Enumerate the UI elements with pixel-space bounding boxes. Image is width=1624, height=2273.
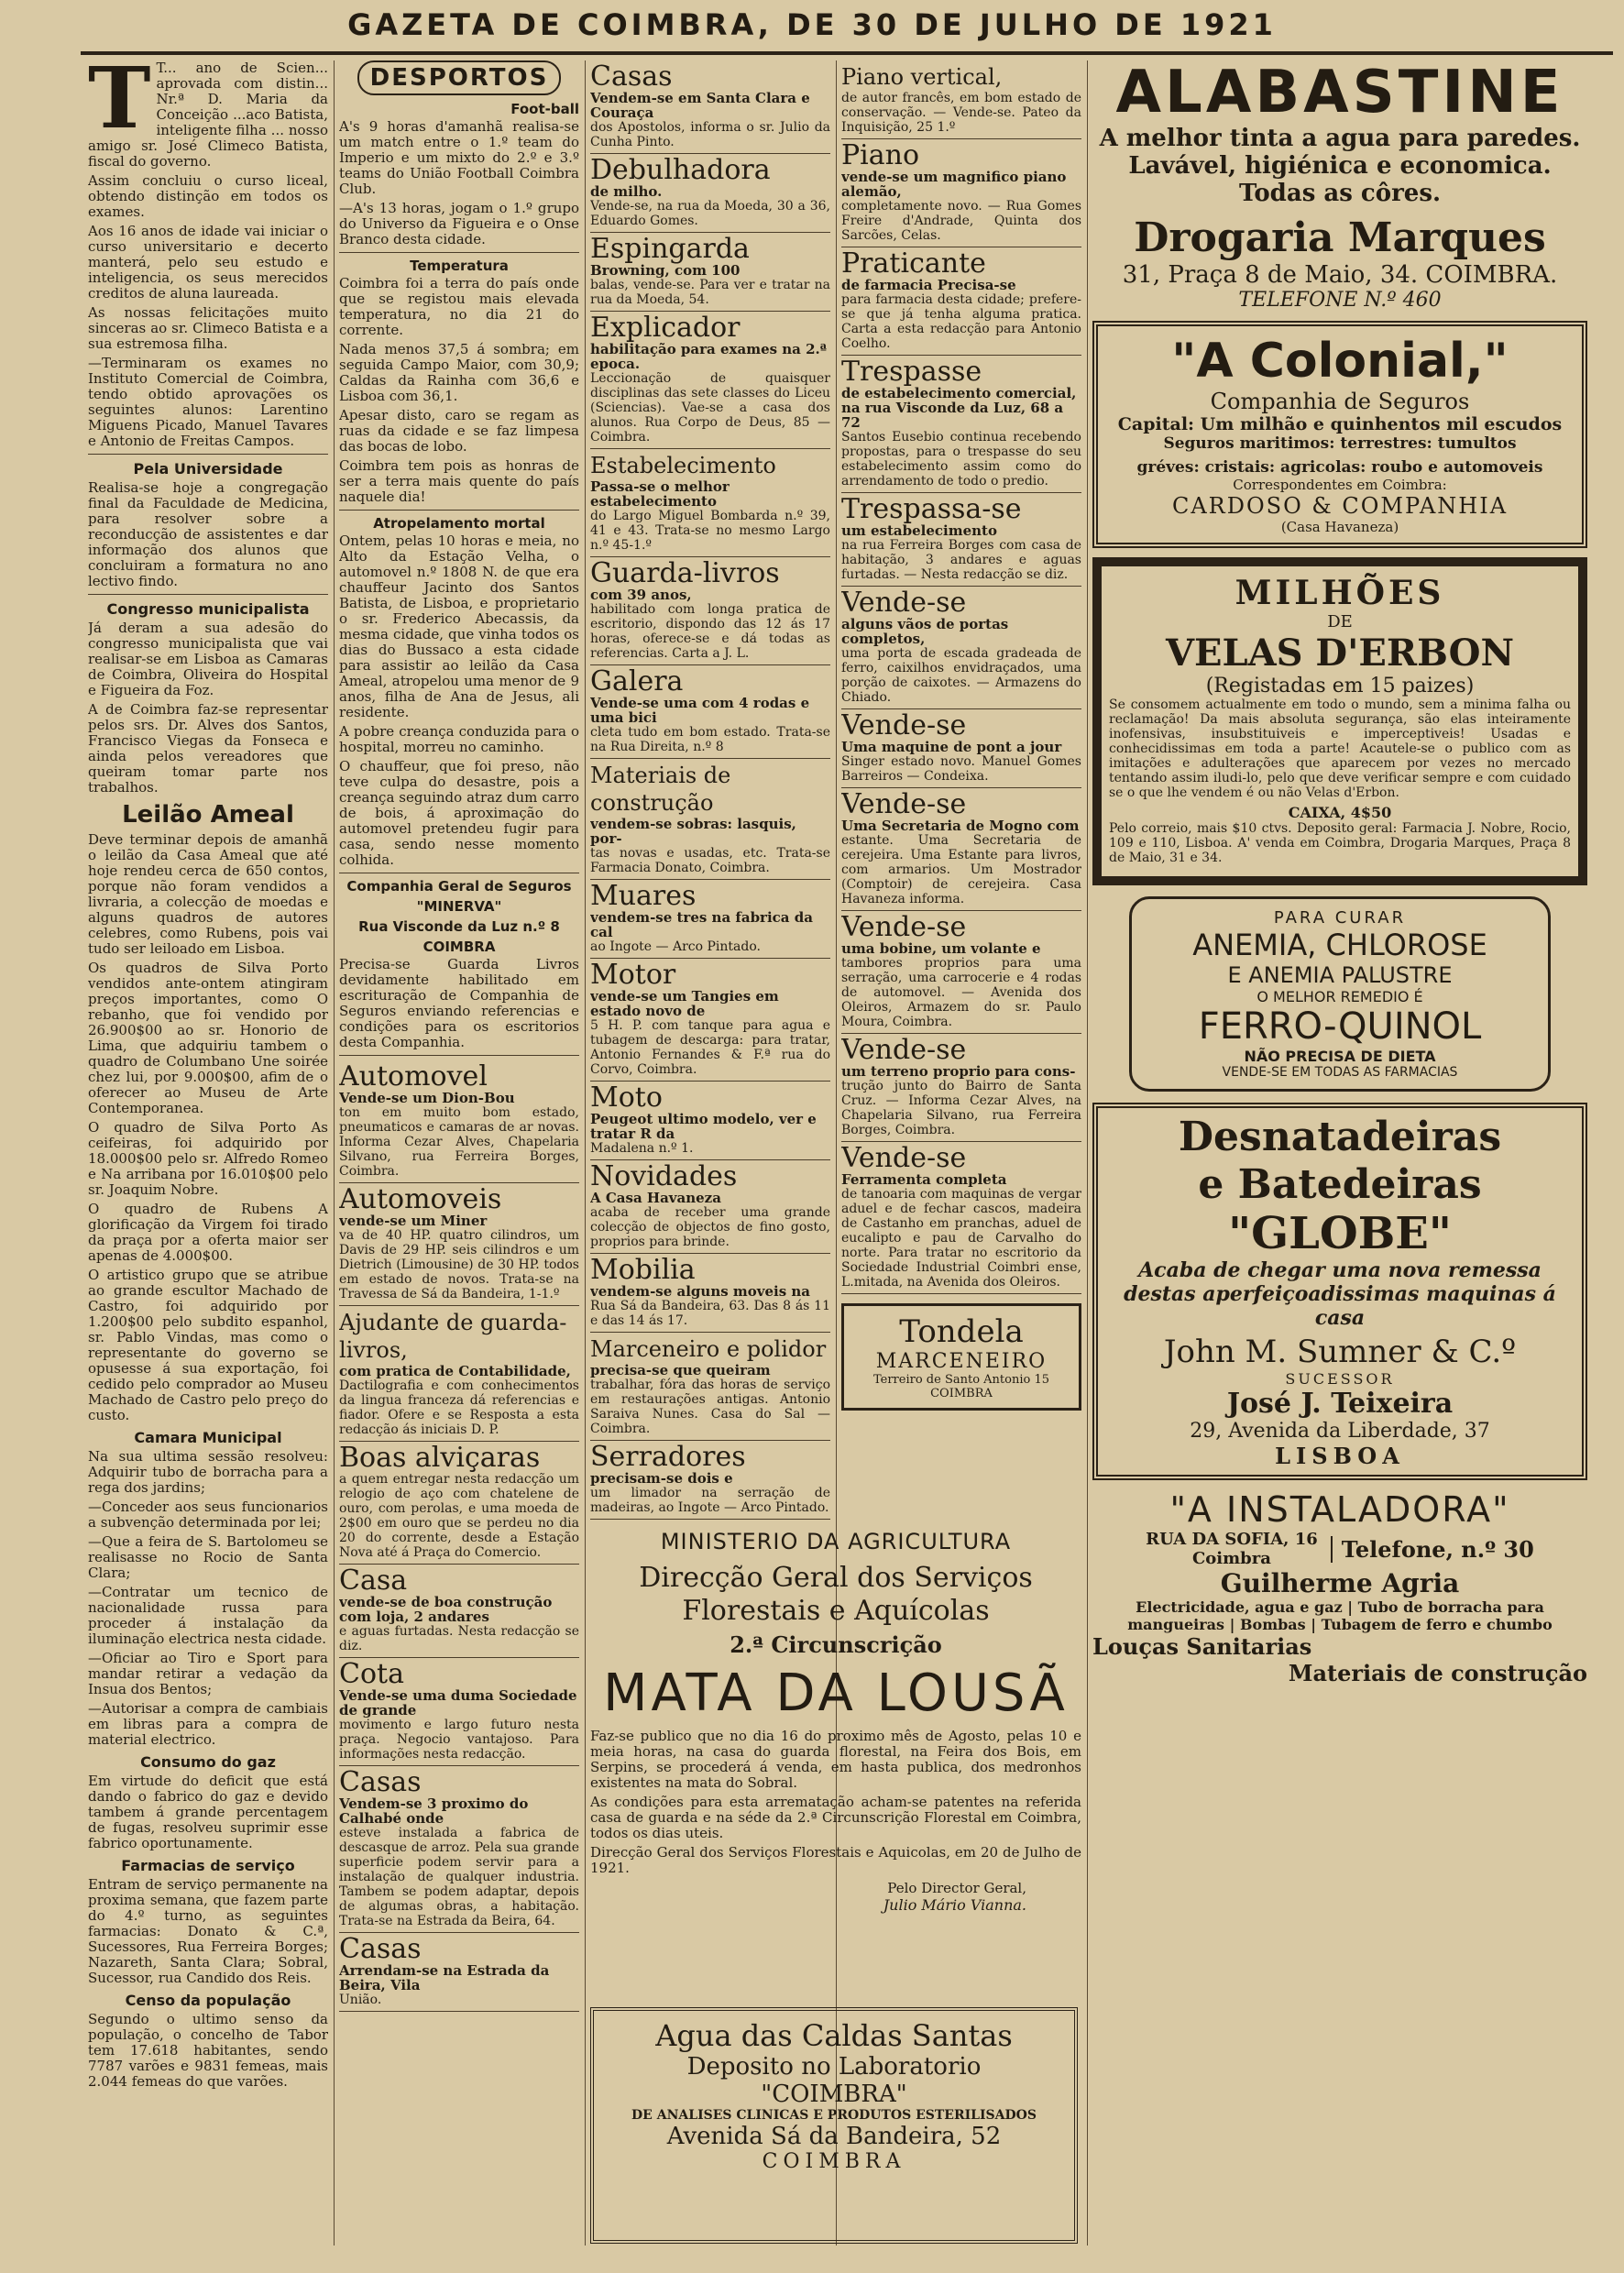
ministerio-title: MINISTERIO DA AGRICULTURA bbox=[660, 1529, 1012, 1554]
drop-cap: T bbox=[88, 60, 151, 148]
ad-subtitle: vende-se um magnifico piano alemão, bbox=[841, 169, 1067, 200]
paragraph: —Oficiar ao Tiro e Sport para mandar retirar a vedação da Insua dos Bentos; bbox=[88, 1650, 328, 1697]
ad-body: habilitado com longa pratica de escritorio, dispondo das 12 ás 17 horas, oferece-se e dá todas as referencias. Carta a J. L. bbox=[590, 602, 830, 661]
paragraph: —Terminaram os exames no Instituto Comercial de Coimbra, tendo obtido aprovações os seguintes alunos: Larentino Miguens Picado, Manuel Tavares e Antonio de Freitas Campos. bbox=[88, 355, 328, 449]
ad-body: completamente novo. — Rua Gomes Freire d'Andrade, Quinta dos Sarcões, Celas. bbox=[841, 199, 1081, 243]
ad-keyword: Casas bbox=[339, 1933, 422, 1965]
ad-keyword: Casas bbox=[339, 1766, 422, 1798]
paragraph: O chauffeur, que foi preso, não teve culpa do desastre, pois a creança seguindo atraz dum carro de bois, á aproximação do automovel pretendeu fugir para casa, sendo nesse momento colhida. bbox=[339, 758, 579, 868]
classified-ads bbox=[339, 1060, 579, 2012]
classified-ad bbox=[590, 1333, 830, 1441]
alabastine-line3: Todas as côres. bbox=[1238, 180, 1442, 207]
classified-ad bbox=[339, 1442, 579, 1565]
ad-subtitle: Passa-se o melhor estabelecimento bbox=[590, 478, 730, 510]
drogaria-telefone: TELEFONE N.º 460 bbox=[1238, 289, 1442, 312]
ministerio-sign2: Julio Mário Vianna. bbox=[883, 1896, 1026, 1914]
ad-keyword: Ajudante de guarda-livros, bbox=[339, 1310, 567, 1363]
ad-keyword: Galera bbox=[590, 665, 684, 697]
ad-body: Vende-se, na rua da Moeda, 30 a 36, Eduardo Gomes. bbox=[590, 199, 830, 228]
heading-universidade: Pela Universidade bbox=[133, 460, 283, 478]
velas-milhoes: MILHÕES bbox=[1234, 574, 1445, 612]
masthead: GAZETA DE COIMBRA, DE 30 DE JULHO DE 1921 bbox=[347, 7, 1277, 42]
velas-deposito: Pelo correio, mais $10 ctvs. Deposito geral: Farmacia J. Nobre, Rocio, 109 e 110, Lisboa. A' venda em Coimbra, Drogaria Marques, Praça 8 de Maio, 31 e 34. bbox=[1109, 821, 1571, 865]
ad-subtitle: de farmacia Precisa-se bbox=[841, 277, 1016, 293]
paragraph: Faz-se publico que no dia 16 do proximo mês de Agosto, pelas 10 e meia horas, na casa do guarda florestal, na Feira dos Bois, em Serpins, se procederá á venda, em hasta publica, dos medronhos existentes na mata do Sobral. bbox=[590, 1728, 1081, 1791]
ministerio-direccao: Direcção Geral dos Serviços Florestais e Aquícolas bbox=[639, 1562, 1033, 1627]
globe-title: "GLOBE" bbox=[1228, 1208, 1452, 1259]
ferroquinol-anemia: ANEMIA, CHLOROSE bbox=[1192, 928, 1487, 962]
classified-ad bbox=[841, 356, 1081, 493]
ad-keyword: Guarda-livros bbox=[590, 557, 780, 589]
classified-ad bbox=[339, 1306, 579, 1442]
tondela-city: COIMBRA bbox=[930, 1387, 993, 1400]
classified-ad bbox=[339, 1183, 579, 1306]
classified-ad bbox=[590, 449, 830, 557]
instaladora-title: "A INSTALADORA" bbox=[1169, 1489, 1510, 1530]
classified-ad bbox=[590, 759, 830, 880]
paragraph: Nada menos 37,5 á sombra; em seguida Campo Maior, com 30,9; Caldas da Rainha com 36,6 e Lisboa com 36,1. bbox=[339, 341, 579, 404]
ad-body: va de 40 HP. quatro cilindros, um Davis de 29 HP. seis cilindros e um Dietrich (Limousine) de 30 HP. todos em estado de novos. Trata-se na Travessa de Sá da Bandeira, 1-1.º bbox=[339, 1228, 579, 1301]
ad-body: Leccionação de quaisquer disciplinas das sete classes do Liceu (Sciencias). Vae-se a casa dos alunos. Rua Corpo de Deus, 85 — Coimbra. bbox=[590, 371, 830, 445]
ad-subtitle: Vende-se uma duma Sociedade de grande bbox=[339, 1687, 577, 1718]
paragraph: Já deram a sua adesão do congresso municipalista que vai realisar-se em Lisboa as Camaras de Coimbra, Oliveira do Hospital e Figueira da Foz. bbox=[88, 620, 328, 698]
article-congresso bbox=[88, 620, 328, 796]
paragraph: —Que a feira de S. Bartolomeu se realisasse no Rocio de Santa Clara; bbox=[88, 1533, 328, 1581]
ad-body: na rua Ferreira Borges com casa de habitação, 3 andares e aguas furtadas. — Nesta redacção se diz. bbox=[841, 538, 1081, 582]
instaladora-loucas: Louças Sanitarias bbox=[1092, 1633, 1312, 1660]
colonial-havaneza: (Casa Havaneza) bbox=[1280, 519, 1399, 535]
colonial-title: "A Colonial," bbox=[1171, 334, 1509, 389]
article-football bbox=[339, 119, 579, 247]
column-divider bbox=[585, 60, 586, 2246]
ministerio-body bbox=[590, 1729, 1081, 1876]
desportos-title: DESPORTOS bbox=[357, 60, 561, 95]
minerva-company: Companhia Geral de Seguros bbox=[346, 878, 572, 895]
ad-body: União. bbox=[339, 1993, 382, 2007]
classified-ad bbox=[590, 312, 830, 449]
paragraph: —Autorisar a compra de cambiais em libras para a compra de material electrico. bbox=[88, 1700, 328, 1748]
ad-keyword: Motor bbox=[590, 959, 676, 991]
ad-keyword: Casa bbox=[339, 1565, 408, 1597]
ad-body: Santos Eusebio continua recebendo propostas, para o trespasse do seu estabelecimento assim como do arrendamento de todo o predio. bbox=[841, 430, 1081, 489]
ad-body: 5 H. P. com tanque para agua e tubagem de descarga: para tratar, Antonio Fernandes & F.ª rua do Corvo, Coimbra. bbox=[590, 1018, 830, 1077]
ad-keyword: Estabelecimento bbox=[590, 453, 776, 478]
ad-body: esteve instalada a fabrica de descasque de arroz. Pela sua grande superficie podem servir para a instalação de qualquer industria. Tambem se podem adaptar, depois de algumas obras, a habitação. Trata-se na Estrada da Beira, 64. bbox=[339, 1826, 579, 1928]
ferroquinol-title: FERRO-QUINOL bbox=[1198, 1005, 1482, 1048]
classified-ad bbox=[590, 1160, 830, 1254]
ad-body: ao Ingote — Arco Pintado. bbox=[590, 939, 761, 954]
ad-keyword: Serradores bbox=[590, 1441, 746, 1473]
ad-body: trabalhar, fóra das horas de serviço em restaurações antigas. Antonio Saraiva Nunes. Casa do Sal — Coimbra. bbox=[590, 1378, 830, 1436]
ministerio-circunscricao: 2.ª Circunscrição bbox=[730, 1631, 942, 1658]
ad-keyword: Debulhadora bbox=[590, 154, 771, 186]
ad-body: Madalena n.º 1. bbox=[590, 1141, 694, 1156]
ferroquinol-vende: VENDE-SE EM TODAS AS FARMACIAS bbox=[1222, 1065, 1458, 1080]
paragraph: Coimbra tem pois as honras de ser a terra mais quente do país naquele dia! bbox=[339, 457, 579, 505]
colonial-sub: Companhia de Seguros bbox=[1210, 389, 1470, 414]
ad-keyword: Automovel bbox=[339, 1060, 488, 1093]
ad-body: ton em muito bom estado, pneumaticos e camaras de ar novas. Informa Cezar Alves, Chapelaria Silvano, rua Ferreira Borges, Coimbra. bbox=[339, 1105, 579, 1179]
ad-subtitle: Uma maquine de pont a jour bbox=[841, 739, 1062, 755]
minerva-address: Rua Visconde da Luz n.º 8 bbox=[358, 918, 560, 935]
paragraph: A's 9 horas d'amanhã realisa-se um match entre o 1.º team do Imperio e um mixto do 2.º e 3.º teams do União Football Coimbra Club. bbox=[339, 118, 579, 197]
ad-keyword: Cota bbox=[339, 1658, 404, 1690]
ad-keyword: Muares bbox=[590, 880, 697, 912]
globe-sumner: John M. Sumner & C.º bbox=[1163, 1334, 1517, 1370]
ad-body: tas novas e usadas, etc. Trata-se Farmacia Donato, Coimbra. bbox=[590, 846, 830, 875]
heading-congresso: Congresso municipalista bbox=[106, 600, 310, 618]
ferroquinol-palustre: E ANEMIA PALUSTRE bbox=[1227, 962, 1453, 988]
drogaria-address: 31, Praça 8 de Maio, 34. COIMBRA. bbox=[1122, 261, 1558, 289]
column-2 bbox=[339, 60, 579, 2246]
article-censo: Segundo o ultimo senso da população, o concelho de Tabor tem 17.618 habitantes, sendo 7787 varões e 9831 femeas, mais 2.044 femeas do que varões. bbox=[88, 2011, 328, 2090]
heading-atropelamento: Atropelamento mortal bbox=[373, 515, 545, 532]
tondela-title: Tondela bbox=[899, 1313, 1024, 1350]
instaladora-materiais: Materiais de construção bbox=[1288, 1660, 1587, 1686]
tondela-sub: MARCENEIRO bbox=[875, 1350, 1048, 1373]
globe-ad bbox=[1092, 1103, 1587, 1480]
tondela-address: Terreiro de Santo Antonio 15 bbox=[872, 1373, 1049, 1387]
agua-line: DE ANALISES CLINICAS E PRODUTOS ESTERILISADOS bbox=[631, 2108, 1037, 2123]
ad-keyword: Marceneiro e polidor bbox=[590, 1336, 827, 1362]
ad-body: trução junto do Bairro de Santa Cruz. — Informa Cezar Alves, na Chapelaria Silvano, rua Ferreira Borges, Coimbra. bbox=[841, 1079, 1081, 1137]
classified-ad bbox=[841, 911, 1081, 1034]
minerva-city: COIMBRA bbox=[422, 939, 496, 955]
agua-title: Agua das Caldas Santas bbox=[655, 2018, 1013, 2053]
velas-caixa: CAIXA, 4$50 bbox=[1288, 804, 1392, 821]
ad-keyword: Trespasse bbox=[841, 356, 982, 388]
ferroquinol-melhor: O MELHOR REMEDIO É bbox=[1256, 988, 1423, 1005]
paragraph: —A's 13 horas, jogam o 1.º grupo do Universo da Figueira e o Onse Branco desta cidade. bbox=[339, 200, 579, 247]
classified-ad bbox=[339, 1933, 579, 2012]
velas-body: Se consomem actualmente em todo o mundo, sem a minima falha ou reclamação! Da mais absoluta segurança, são elas inteiramente inofensivas, insubstituiveis e imperceptiveis! Usadas e conhecidissimas em toda a parte! Acautele-se o publico com as imitações e adulterações que aparecem por vezes no mercado tentando assim iludi-lo, pelo que deve verificar sempre e com cuidado se o que lhe vendem é ou não Velas d'Erbon. bbox=[1109, 697, 1571, 800]
instaladora-rua: RUA DA SOFIA, 16 bbox=[1146, 1530, 1318, 1549]
agua-ad bbox=[590, 2007, 1078, 2244]
heading-football: Foot-ball bbox=[510, 101, 579, 117]
alabastine-line1: A melhor tinta a agua para paredes. bbox=[1099, 125, 1581, 152]
heading-leilao: Leilão Ameal bbox=[122, 801, 294, 829]
paragraph: —Conceder aos seus funcionarios a subvenção determinada por lei; bbox=[88, 1499, 328, 1531]
paragraph: As condições para esta arrematação acham-se patentes na referida casa de guarda e na séde da 2.ª Circunscrição Florestal em Coimbra, todos os dias uteis. bbox=[590, 1794, 1081, 1841]
alabastine-line2: Lavável, higiénica e economica. bbox=[1128, 152, 1552, 180]
ministerio-sign1: Pelo Director Geral, bbox=[887, 1880, 1026, 1896]
column-1 bbox=[88, 60, 328, 2246]
ad-keyword: Casas bbox=[590, 60, 673, 93]
ad-body: estante. Uma Secretaria de cerejeira. Uma Estante para livros, com armarios. Um Mostrador (Comptoir) de cerejeira. Casa Havaneza informa. bbox=[841, 833, 1081, 906]
classified-ad bbox=[339, 1658, 579, 1766]
colonial-capital: Capital: Um milhão e quinhentos mil escudos bbox=[1117, 414, 1563, 434]
heading-farmacias: Farmacias de serviço bbox=[121, 1857, 295, 1874]
ad-body: um limador na serração de madeiras, ao Ingote — Arco Pintado. bbox=[590, 1486, 830, 1515]
velas-title: VELAS D'ERBON bbox=[1165, 631, 1515, 675]
paragraph: O quadro de Rubens A glorificação da Virgem foi tirado da praça por a oferta maior ser apenas de 4.000$00. bbox=[88, 1201, 328, 1264]
ad-body: tambores proprios para uma serração, uma carrocerie e 4 rodas de automovel. — Avenida dos Oleiros, Armazem do sr. Paulo Moura, Coimbra. bbox=[841, 956, 1081, 1029]
minerva-name: "MINERVA" bbox=[416, 898, 502, 915]
ad-subtitle: Vende-se um Dion-Bou bbox=[339, 1090, 515, 1106]
ad-keyword: Piano vertical, bbox=[841, 64, 1003, 90]
ad-subtitle: Vende-se uma com 4 rodas e uma bici bbox=[590, 695, 810, 726]
ad-subtitle: um estabelecimento bbox=[841, 522, 997, 539]
velas-registadas: (Registadas em 15 paizes) bbox=[1205, 675, 1475, 697]
ferroquinol-para: PARA CURAR bbox=[1273, 908, 1407, 928]
paragraph: Assim concluiu o curso liceal, obtendo distinção em todos os exames. bbox=[88, 172, 328, 220]
classified-ad bbox=[590, 1441, 830, 1520]
heading-temperatura: Temperatura bbox=[410, 258, 509, 274]
ad-keyword: Mobilia bbox=[590, 1254, 696, 1286]
ad-body: dos Apostolos, informa o sr. Julio da Cunha Pinto. bbox=[590, 120, 830, 149]
colonial-greves: gréves: cristais: agricolas: roubo e automoveis bbox=[1136, 458, 1543, 477]
classified-ad bbox=[590, 1082, 830, 1160]
column-5 bbox=[1092, 60, 1587, 2246]
instaladora-coimbra: Coimbra bbox=[1191, 1549, 1271, 1568]
paragraph: Na sua ultima sessão resolveu: Adquirir tubo de borracha para a rega dos jardins; bbox=[88, 1448, 328, 1496]
article-temperatura bbox=[339, 276, 579, 505]
column-divider bbox=[334, 60, 335, 2246]
ad-keyword: Moto bbox=[590, 1082, 663, 1114]
agua-lab: "COIMBRA" bbox=[761, 2081, 907, 2108]
ad-keyword: Materiais de construção bbox=[590, 763, 731, 816]
classified-ad bbox=[590, 959, 830, 1082]
ad-subtitle: vende-se de boa construção com loja, 2 andares bbox=[339, 1594, 553, 1625]
velas-de: DE bbox=[1327, 612, 1353, 631]
ad-body: a quem entregar nesta redacção um relogio de aço com chatelene de ouro, com perolas, e uma moeda de 2$00 em ouro que se perdeu no dia 20 do corrente, desde a Estação Nova até á Praça do Comercio. bbox=[339, 1472, 579, 1560]
ad-subtitle: Arrendam-se na Estrada da Beira, Vila bbox=[339, 1962, 550, 1993]
ad-subtitle: A Casa Havaneza bbox=[590, 1190, 721, 1206]
paragraph: A de Coimbra faz-se representar pelos srs. Dr. Alves dos Santos, Francisco Viegas da Fonseca e ainda pelos vereadores que queiram tomar parte nos trabalhos. bbox=[88, 701, 328, 796]
paragraph: Aos 16 anos de idade vai iniciar o curso universitario e decerto manterá, pelo seu estudo e inteligencia, os seus merecidos creditos de aluna laureada. bbox=[88, 223, 328, 302]
ad-subtitle: de milho. bbox=[590, 183, 663, 200]
column-divider bbox=[1087, 60, 1088, 2246]
paragraph: —Contratar um tecnico de nacionalidade russa para proceder á instalação da iluminação electrica nesta cidade. bbox=[88, 1584, 328, 1647]
colonial-firm: CARDOSO & COMPANHIA bbox=[1171, 493, 1509, 519]
ad-subtitle: Vendem-se 3 proximo do Calhabé onde bbox=[339, 1795, 529, 1827]
classified-ad bbox=[339, 1565, 579, 1658]
ad-subtitle: Ferramenta completa bbox=[841, 1171, 1007, 1188]
paragraph: Os quadros de Silva Porto vendidos ante-ontem atingiram preços importantes, como O rebanho, que foi vendido por 26.900$00 ao sr. Honorio de Lima, que adquiriu tambem o quadro de Columbano Une soirée chez lui, por 9.000$00, afim de o oferecer ao Museu de Arte Contemporanea. bbox=[88, 960, 328, 1116]
classified-ad bbox=[590, 60, 830, 154]
ministerio-mata: MATA DA LOUSÃ bbox=[603, 1664, 1069, 1723]
ministerio-notice bbox=[590, 1529, 1081, 1998]
column-4 bbox=[841, 60, 1081, 1521]
ad-keyword: Vende-se bbox=[841, 788, 967, 820]
ad-keyword: Praticante bbox=[841, 247, 986, 280]
ad-body: e aguas furtadas. Nesta redacção se diz. bbox=[339, 1624, 579, 1653]
heading-camara: Camara Municipal bbox=[134, 1429, 282, 1446]
ad-keyword: Vende-se bbox=[841, 587, 967, 619]
ad-keyword: Vende-se bbox=[841, 709, 967, 741]
ad-keyword: Vende-se bbox=[841, 1142, 967, 1174]
colonial-maritimos: Seguros maritimos: terrestres: tumultos bbox=[1163, 434, 1517, 453]
ad-subtitle: Uma Secretaria de Mogno com bbox=[841, 818, 1080, 834]
heading-censo: Censo da população bbox=[125, 1992, 291, 2009]
instaladora-agria: Guilherme Agria bbox=[1220, 1568, 1460, 1598]
masthead-rule bbox=[81, 51, 1613, 55]
colonial-correspondentes: Correspondentes em Coimbra: bbox=[1233, 477, 1447, 493]
alabastine-title: ALABASTINE bbox=[1115, 60, 1564, 126]
classified-ad bbox=[841, 709, 1081, 788]
classified-ads bbox=[841, 60, 1081, 1294]
ad-keyword: Automoveis bbox=[339, 1183, 502, 1215]
ad-keyword: Trespassa-se bbox=[841, 493, 1022, 525]
ad-subtitle: Browning, com 100 bbox=[590, 262, 741, 279]
paragraph: Ontem, pelas 10 horas e meia, no Alto da Estação Velha, o automovel n.º 1808 N. de que era chauffeur Jacinto dos Santos Batista, de Lisboa, e proprietario o sr. Frederico Abecassis, da mesma cidade, que vinha todos os dias do Bussaco a esta cidade para assistir ao leilão da Casa Ameal, atropelou uma menor de 9 anos, filha de Ana de Jesus, ali residente. bbox=[339, 533, 579, 720]
instaladora-electricidade: Electricidade, agua e gaz | Tubo de borracha para mangueiras | Bombas | Tubagem de ferro e chumbo bbox=[1127, 1598, 1553, 1633]
article-universidade: Realisa-se hoje a congregação final da Faculdade de Medicina, para resolver sobre a reconducção de assistentes e dar informação dos alunos que concluiram a formatura no ano lectivo findo. bbox=[88, 479, 328, 589]
ad-body: Singer estado novo. Manuel Gomes Barreiros — Condeixa. bbox=[841, 754, 1081, 784]
classified-ad bbox=[841, 788, 1081, 911]
paragraph: Deve terminar depois de amanhã o leilão da Casa Ameal que até hoje rendeu cerca de 650 contos, porque não foram vendidos a livraria, a colecção de moedas e alguns quadros de autores celebres, como Rubens, pois vai tudo ser leiloado em Lisboa. bbox=[88, 831, 328, 957]
minerva-body: Precisa-se Guarda Livros devidamente habilitado em escrituração de Companhia de Seguros enviando referencias e condições para os escritorios desta Companhia. bbox=[339, 956, 579, 1050]
ad-subtitle: vende-se um Miner bbox=[339, 1213, 488, 1229]
classified-ad bbox=[841, 60, 1081, 139]
ferroquinol-dieta: NÃO PRECISA DE DIETA bbox=[1244, 1048, 1436, 1065]
ad-subtitle: precisam-se dois e bbox=[590, 1470, 733, 1487]
article-gaz: Em virtude do deficit que está dando o fabrico do gaz e devido tambem á grande percentagem de fugas, resolveu suprimir esse fabrico oportunamente. bbox=[88, 1773, 328, 1851]
ad-body: Dactilografia e com conhecimentos da lingua franceza dá referencias e fiador. Ofere e se Resposta a esta redacção ás iniciais D. P. bbox=[339, 1378, 579, 1437]
ad-body: Rua Sá da Bandeira, 63. Das 8 ás 11 e das 14 ás 17. bbox=[590, 1299, 830, 1328]
agua-city: COIMBRA bbox=[762, 2150, 906, 2173]
ad-subtitle: com 39 anos, bbox=[590, 587, 692, 603]
ad-body: balas, vende-se. Para ver e tratar na rua da Moeda, 54. bbox=[590, 278, 830, 307]
globe-lisboa: LISBOA bbox=[1275, 1443, 1405, 1469]
ad-body: acaba de receber uma grande colecção de objectos de fino gosto, proprios para brinde. bbox=[590, 1205, 830, 1249]
classified-ad bbox=[339, 1766, 579, 1933]
globe-acaba: Acaba de chegar uma nova remessa destas aperfeiçoadissimas maquinas á casa bbox=[1124, 1258, 1556, 1330]
paragraph: T... ano de Scien... aprovada com distin... Nr.ª D. Maria da Conceição ...aco Batista, inteligente filha ... nosso amigo sr. José Climeco Batista, fiscal do governo. bbox=[88, 60, 328, 170]
ad-subtitle: alguns vãos de portas completos, bbox=[841, 616, 1009, 647]
ad-body: do Largo Miguel Bombarda n.º 39, 41 e 43. Trata-se no mesmo Largo n.º 45-1.º bbox=[590, 509, 830, 553]
classified-ad bbox=[841, 1142, 1081, 1294]
classified-ad bbox=[590, 154, 830, 233]
classified-ad bbox=[841, 1034, 1081, 1142]
paragraph: Coimbra foi a terra do país onde que se registou mais elevada temperatura, no dia 21 do corrente. bbox=[339, 275, 579, 338]
classified-ads bbox=[590, 60, 830, 1520]
paragraph: A pobre creança conduzida para o hospital, morreu no caminho. bbox=[339, 723, 579, 755]
ad-subtitle: vende-se um Tangies em estado novo de bbox=[590, 988, 779, 1019]
article-atropelamento bbox=[339, 533, 579, 868]
globe-desnatadeiras: Desnatadeiras bbox=[1178, 1114, 1502, 1160]
ad-keyword: Boas alviçaras bbox=[339, 1442, 541, 1474]
ad-subtitle: vendem-se sobras: lasquis, por- bbox=[590, 816, 796, 847]
ad-keyword: Piano bbox=[841, 139, 920, 171]
paragraph: O quadro de Silva Porto As ceifeiras, foi adquirido por 18.000$00 pelo sr. Alfredo Romeo e Na arribana por 16.010$00 pelo sr. Joaquim Nobre. bbox=[88, 1119, 328, 1198]
column-3 bbox=[590, 60, 830, 1521]
article-camara bbox=[88, 1449, 328, 1748]
ad-keyword: Vende-se bbox=[841, 1034, 967, 1066]
drogaria-title: Drogaria Marques bbox=[1134, 214, 1546, 261]
instaladora-ad bbox=[1092, 1489, 1587, 1686]
ad-subtitle: Peugeot ultimo modelo, ver e tratar R da bbox=[590, 1111, 817, 1142]
ad-subtitle: Vendem-se em Santa Clara e Couraça bbox=[590, 90, 810, 121]
ad-subtitle: vendem-se alguns moveis na bbox=[590, 1283, 811, 1300]
classified-ad bbox=[841, 587, 1081, 709]
classified-ad bbox=[841, 247, 1081, 356]
classified-ad bbox=[590, 880, 830, 959]
ad-body: cleta tudo em bom estado. Trata-se na Rua Direita, n.º 8 bbox=[590, 725, 830, 754]
ad-subtitle: com pratica de Contabilidade, bbox=[339, 1363, 571, 1379]
velas-ad bbox=[1092, 557, 1587, 885]
classified-ad bbox=[841, 493, 1081, 587]
ad-keyword: Novidades bbox=[590, 1160, 738, 1192]
globe-avenida: 29, Avenida da Liberdade, 37 bbox=[1190, 1420, 1490, 1443]
classified-ad bbox=[841, 139, 1081, 247]
ad-keyword: Explicador bbox=[590, 312, 741, 344]
ad-subtitle: uma bobine, um volante e bbox=[841, 940, 1041, 957]
agua-deposito: Deposito no Laboratorio bbox=[686, 2053, 982, 2081]
globe-batedeiras: e Batedeiras bbox=[1198, 1161, 1482, 1208]
ad-body: movimento e largo futuro nesta praça. Negocio vantajoso. Para informações nesta redacção. bbox=[339, 1718, 579, 1762]
ad-subtitle: um terreno proprio para cons- bbox=[841, 1063, 1076, 1080]
ad-body: para farmacia desta cidade; prefere-se que já tenha alguma pratica. Carta a esta redacção para Antonio Coelho. bbox=[841, 292, 1081, 351]
globe-teixeira: José J. Teixeira bbox=[1226, 1388, 1454, 1420]
heading-gaz: Consumo do gaz bbox=[140, 1753, 276, 1771]
classified-ad bbox=[339, 1060, 579, 1183]
ad-body: de autor francês, em bom estado de conservação. — Vende-se. Pateo da Inquisição, 25 1.º bbox=[841, 91, 1081, 135]
ad-body: uma porta de escada gradeada de ferro, caixilhos envidraçados, uma porção de caixotes. — Armazens do Chiado. bbox=[841, 646, 1081, 705]
ad-body: de tanoaria com maquinas de vergar aduel e de fechar cascos, madeira de Castanho em pranchas, aduel de eucalipto e pau de Carvalho do norte. Para tratar no escritorio da Sociedade Industrial Coimbri ense, L.mitada, na Avenida dos Oleiros. bbox=[841, 1187, 1081, 1290]
instaladora-telefone: Telefone, n.º 30 bbox=[1331, 1536, 1534, 1563]
ad-subtitle: de estabelecimento comercial, na rua Visconde da Luz, 68 a 72 bbox=[841, 385, 1077, 431]
ad-keyword: Espingarda bbox=[590, 233, 750, 265]
classified-ad bbox=[590, 233, 830, 312]
paragraph: O artistico grupo que se atribue ao grande escultor Machado de Castro, foi adquirido por 1.200$00 pelo subdito espanhol, sr. Pablo Vindas, mas como o representante do governo se opusesse á sua exportação, foi cedido pelo comprador ao Museu Machado de Castro pelo preço do custo. bbox=[88, 1267, 328, 1423]
classified-ad bbox=[590, 665, 830, 759]
classified-ad bbox=[590, 1254, 830, 1333]
agua-address: Avenida Sá da Bandeira, 52 bbox=[666, 2123, 1002, 2150]
paragraph: Direcção Geral dos Serviços Florestais e Aquicolas, em 20 de Julho de 1921. bbox=[590, 1844, 1081, 1876]
paragraph: As nossas felicitações muito sinceras ao sr. Climeco Batista e a sua estremosa filha. bbox=[88, 304, 328, 352]
globe-sucessor: SUCESSOR bbox=[1285, 1370, 1395, 1388]
ad-keyword: Vende-se bbox=[841, 911, 967, 943]
colonial-ad bbox=[1092, 321, 1587, 548]
ad-subtitle: precisa-se que queiram bbox=[590, 1362, 771, 1378]
classified-ad bbox=[590, 557, 830, 665]
article-farmacias: Entram de serviço permanente na proxima semana, que fazem parte do 4.º turno, as seguintes farmacias: Donato & C.ª, Sucessores, Rua Ferreira Borges; Nazareth, Santa Clara; Sobral, Sucessor, rua Candido dos Reis. bbox=[88, 1876, 328, 1986]
article-leilao bbox=[88, 832, 328, 1423]
paragraph: Apesar disto, caro se regam as ruas da cidade e se faz limpesa das bocas de lobo. bbox=[339, 407, 579, 455]
ferroquinol-ad bbox=[1129, 896, 1551, 1092]
ad-subtitle: vendem-se tres na fabrica da cal bbox=[590, 909, 813, 940]
ad-subtitle: habilitação para exames na 2.ª epoca. bbox=[590, 341, 828, 372]
tondela-ad bbox=[841, 1303, 1081, 1411]
